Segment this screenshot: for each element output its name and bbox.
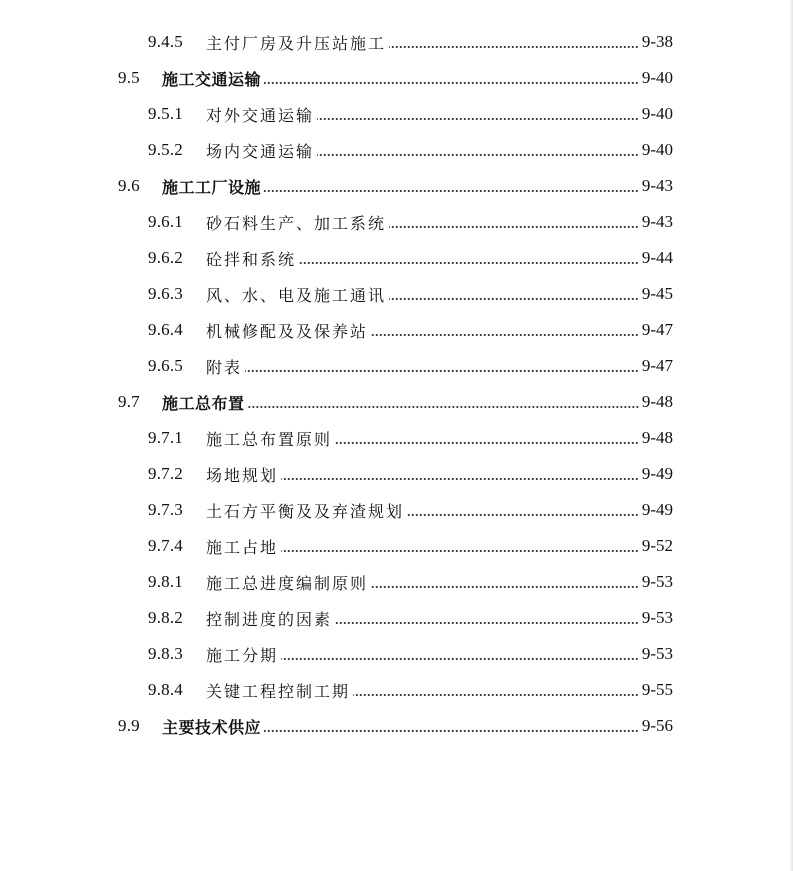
dot-leader — [335, 622, 639, 624]
dot-leader — [264, 82, 639, 84]
toc-entry-page: 9-45 — [641, 284, 673, 303]
table-of-contents — [0, 24, 793, 744]
dot-leader — [281, 550, 639, 552]
toc-entry-number: 9.6.2 — [148, 248, 183, 267]
toc-entry-title: 风、水、电及施工通讯 — [206, 285, 387, 305]
toc-entry-title: 砼拌和系统 — [206, 249, 297, 269]
toc-entry-number: 9.6.5 — [148, 356, 183, 375]
dot-leader — [245, 370, 639, 372]
toc-entry[interactable] — [0, 204, 793, 240]
toc-entry[interactable] — [0, 96, 793, 132]
dot-leader — [248, 406, 639, 408]
toc-entry-title: 场地规划 — [206, 465, 279, 485]
toc-entry[interactable] — [0, 132, 793, 168]
dot-leader — [317, 118, 639, 120]
toc-entry-number: 9.9 — [118, 716, 140, 735]
toc-entry-number: 9.5 — [118, 68, 140, 87]
dot-leader — [389, 298, 639, 300]
page-edge-shadow — [789, 0, 793, 871]
toc-entry-title: 施工总布置原则 — [206, 429, 333, 449]
toc-entry[interactable] — [0, 60, 793, 96]
toc-entry-page: 9-55 — [641, 680, 673, 699]
toc-entry-page: 9-53 — [641, 572, 673, 591]
toc-entry[interactable] — [0, 240, 793, 276]
dot-leader — [264, 730, 639, 732]
dot-leader — [317, 154, 639, 156]
toc-entry-page: 9-48 — [641, 392, 673, 411]
toc-entry[interactable] — [0, 492, 793, 528]
toc-entry[interactable] — [0, 456, 793, 492]
toc-entry[interactable] — [0, 384, 793, 420]
toc-entry-page: 9-48 — [641, 428, 673, 447]
toc-entry-number: 9.5.1 — [148, 104, 183, 123]
dot-leader — [353, 694, 639, 696]
toc-entry-title: 施工交通运输 — [162, 69, 262, 89]
toc-entry-title: 控制进度的因素 — [206, 609, 333, 629]
toc-entry-number: 9.7.4 — [148, 536, 183, 555]
dot-leader — [299, 262, 639, 264]
toc-entry-title: 施工分期 — [206, 645, 279, 665]
dot-leader — [335, 442, 639, 444]
toc-entry-number: 9.6.3 — [148, 284, 183, 303]
toc-entry-title: 土石方平衡及及弃渣规划 — [206, 501, 405, 521]
dot-leader — [281, 478, 639, 480]
toc-entry-page: 9-56 — [641, 716, 673, 735]
toc-entry[interactable] — [0, 636, 793, 672]
toc-entry-page: 9-44 — [641, 248, 673, 267]
toc-entry-title: 施工总布置 — [162, 393, 245, 413]
toc-entry-title: 场内交通运输 — [206, 141, 315, 161]
toc-entry-page: 9-47 — [641, 320, 673, 339]
toc-entry-title: 机械修配及及保养站 — [206, 321, 369, 341]
toc-entry-number: 9.8.1 — [148, 572, 183, 591]
toc-entry-title: 施工工厂设施 — [162, 177, 262, 197]
toc-entry[interactable] — [0, 708, 793, 744]
toc-entry[interactable] — [0, 420, 793, 456]
toc-entry-number: 9.8.2 — [148, 608, 183, 627]
dot-leader — [281, 658, 639, 660]
toc-entry-number: 9.6.1 — [148, 212, 183, 231]
dot-leader — [389, 226, 639, 228]
toc-entry-page: 9-47 — [641, 356, 673, 375]
toc-entry-page: 9-49 — [641, 500, 673, 519]
toc-entry-number: 9.7.1 — [148, 428, 183, 447]
toc-entry-page: 9-38 — [641, 32, 673, 51]
dot-leader — [264, 190, 639, 192]
toc-entry-page: 9-43 — [641, 212, 673, 231]
toc-entry-number: 9.7.3 — [148, 500, 183, 519]
toc-entry-number: 9.6 — [118, 176, 140, 195]
toc-entry-page: 9-52 — [641, 536, 673, 555]
toc-entry-number: 9.6.4 — [148, 320, 183, 339]
toc-entry-title: 对外交通运输 — [206, 105, 315, 125]
toc-entry-title: 主付厂房及升压站施工 — [206, 33, 387, 53]
dot-leader — [389, 46, 639, 48]
dot-leader — [407, 514, 639, 516]
toc-entry-title: 主要技术供应 — [162, 717, 262, 737]
dot-leader — [371, 334, 639, 336]
toc-entry-page: 9-43 — [641, 176, 673, 195]
toc-entry[interactable] — [0, 168, 793, 204]
toc-entry[interactable] — [0, 564, 793, 600]
toc-entry[interactable] — [0, 24, 793, 60]
dot-leader — [371, 586, 639, 588]
toc-entry-title: 关键工程控制工期 — [206, 681, 351, 701]
toc-entry-number: 9.7.2 — [148, 464, 183, 483]
toc-entry[interactable] — [0, 600, 793, 636]
toc-entry-page: 9-40 — [641, 104, 673, 123]
toc-entry-page: 9-40 — [641, 140, 673, 159]
toc-entry-number: 9.8.4 — [148, 680, 183, 699]
toc-entry-page: 9-53 — [641, 644, 673, 663]
toc-entry[interactable] — [0, 348, 793, 384]
toc-entry-title: 附表 — [206, 357, 243, 377]
toc-entry-title: 施工占地 — [206, 537, 279, 557]
toc-entry-number: 9.7 — [118, 392, 140, 411]
toc-entry-page: 9-40 — [641, 68, 673, 87]
toc-entry[interactable] — [0, 312, 793, 348]
toc-entry-title: 施工总进度编制原则 — [206, 573, 369, 593]
toc-entry[interactable] — [0, 276, 793, 312]
toc-entry-page: 9-53 — [641, 608, 673, 627]
toc-entry[interactable] — [0, 528, 793, 564]
toc-entry-number: 9.4.5 — [148, 32, 183, 51]
toc-entry-page: 9-49 — [641, 464, 673, 483]
toc-entry-title: 砂石料生产、加工系统 — [206, 213, 387, 233]
toc-entry-number: 9.8.3 — [148, 644, 183, 663]
toc-entry-number: 9.5.2 — [148, 140, 183, 159]
toc-entry[interactable] — [0, 672, 793, 708]
